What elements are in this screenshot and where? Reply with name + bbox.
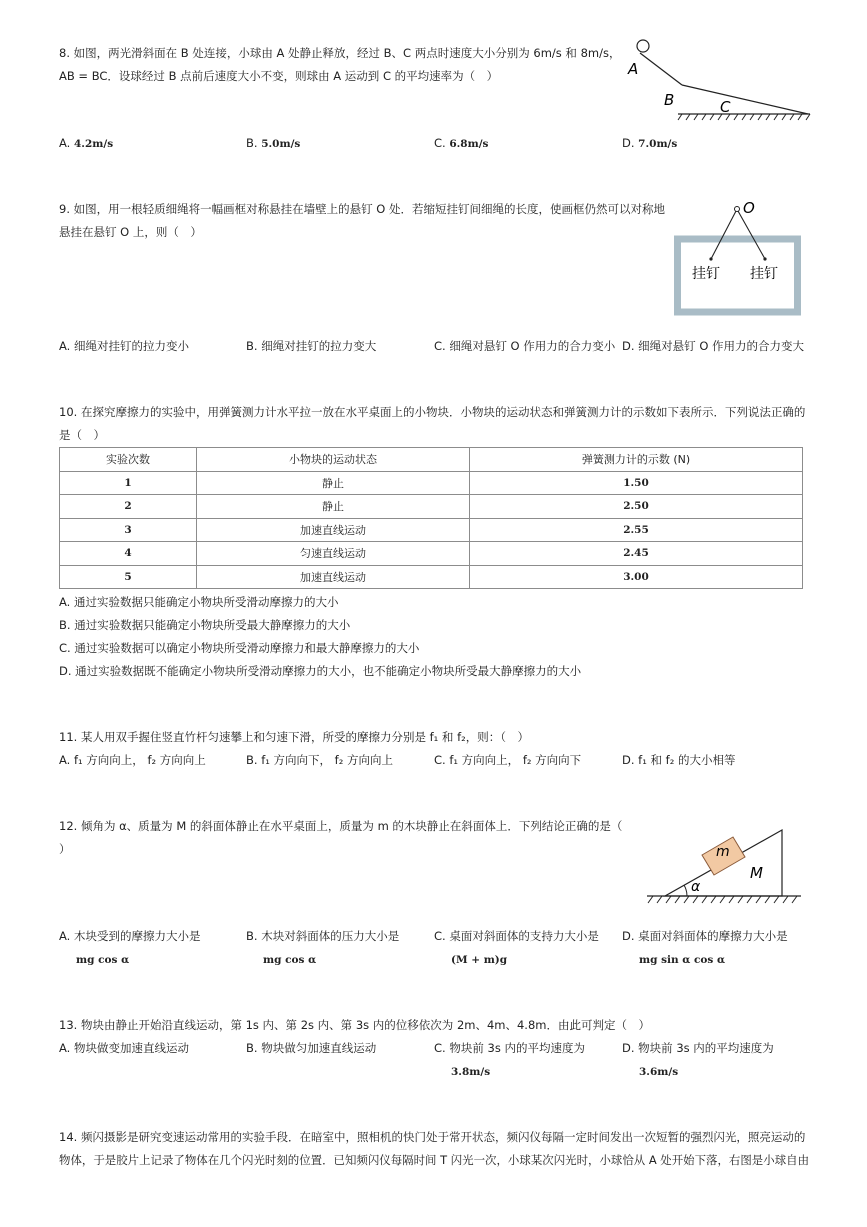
q12-option-b-value: mg cos α bbox=[263, 954, 317, 966]
label-nail-left: 挂钉 bbox=[692, 266, 720, 282]
q13-option-a[interactable]: A. 物块做变加速直线运动 bbox=[59, 1041, 189, 1055]
rope-left bbox=[711, 211, 736, 259]
label-alpha: α bbox=[691, 879, 701, 895]
q10-stem-line2: 是（ ） bbox=[59, 428, 105, 442]
q13-option-c[interactable]: C. 物块前 3s 内的平均速度为 bbox=[434, 1041, 585, 1055]
table-cell: 2.45 bbox=[470, 542, 803, 566]
table-cell: 3 bbox=[60, 518, 197, 542]
q11-option-d[interactable]: D. f₁ 和 f₂ 的大小相等 bbox=[622, 753, 736, 767]
label-a: A bbox=[628, 60, 639, 78]
q12-option-d-value: mg sin α cos α bbox=[639, 954, 726, 966]
q12-option-a-value: mg cos α bbox=[76, 954, 130, 966]
q12-option-b[interactable]: B. 木块对斜面体的压力大小是 bbox=[246, 929, 400, 943]
q8-stem-line2: AB = BC．设球经过 B 点前后速度大小不变，则球由 A 运动到 C 的平均速率为（ ） bbox=[59, 69, 499, 83]
table-row bbox=[60, 542, 803, 566]
q12-option-c-value: (M + m)g bbox=[451, 954, 508, 966]
q14-stem-line1: 14. 频闪摄影是研究变速运动常用的实验手段．在暗室中，照相机的快门处于常开状态，频闪仪每隔一定时间发出一次短暂的强烈闪光，照亮运动的 bbox=[59, 1130, 806, 1144]
q13-option-d[interactable]: D. 物块前 3s 内的平均速度为 bbox=[622, 1041, 774, 1055]
table-hatch bbox=[648, 896, 797, 903]
table-row bbox=[60, 565, 803, 589]
q10-option-a[interactable]: A. 通过实验数据只能确定小物块所受滑动摩擦力的大小 bbox=[59, 595, 339, 609]
table-cell: 1 bbox=[60, 471, 197, 495]
q12-wedge-figure bbox=[645, 822, 805, 912]
q9-stem-line1: 9. 如图，用一根轻质细绳将一幅画框对称悬挂在墙壁上的悬钉 O 处．若缩短挂钉间细绳的长度，使画框仍然可以对称地 bbox=[59, 202, 665, 216]
q13-option-c-value: 3.8m/s bbox=[451, 1066, 491, 1078]
table-row bbox=[60, 495, 803, 519]
label-o: O bbox=[743, 199, 755, 217]
q10-data-table bbox=[59, 447, 803, 589]
table-cell: 静止 bbox=[197, 471, 470, 495]
q12-stem-line2: ） bbox=[59, 842, 71, 856]
q9-option-a[interactable]: A. 细绳对挂钉的拉力变小 bbox=[59, 339, 189, 353]
q11-option-a[interactable]: A. f₁ 方向向上， f₂ 方向向上 bbox=[59, 753, 206, 767]
q13-stem-line1: 13. 物块由静止开始沿直线运动，第 1s 内、第 2s 内、第 3s 内的位移依次为 2m、4m、4.8m．由此可判定（ ） bbox=[59, 1018, 650, 1032]
table-row bbox=[60, 471, 803, 495]
table-row bbox=[60, 518, 803, 542]
q12-option-d[interactable]: D. 桌面对斜面体的摩擦力大小是 bbox=[622, 929, 788, 943]
q10-stem-line1: 10. 在探究摩擦力的实验中，用弹簧测力计水平拉一放在水平桌面上的小物块．小物块的运动状态和弹簧测力计的示数如下表所示．下列说法正确的 bbox=[59, 405, 806, 419]
label-b: B bbox=[664, 91, 675, 109]
label-big-m: M bbox=[750, 864, 763, 882]
q13-option-d-value: 3.6m/s bbox=[639, 1066, 679, 1078]
q9-option-d[interactable]: D. 细绳对悬钉 O 作用力的合力变大 bbox=[622, 339, 805, 353]
q9-frame-figure bbox=[665, 195, 810, 325]
rope-right bbox=[738, 211, 765, 259]
table-cell: 2.50 bbox=[470, 495, 803, 519]
nail-left-dot bbox=[709, 257, 712, 260]
q8-incline-figure bbox=[620, 32, 815, 127]
q9-option-c[interactable]: C. 细绳对悬钉 O 作用力的合力变小 bbox=[434, 339, 616, 353]
q11-option-b[interactable]: B. f₁ 方向向下， f₂ 方向向上 bbox=[246, 753, 393, 767]
label-c: C bbox=[720, 98, 731, 116]
q11-stem-line1: 11. 某人用双手握住竖直竹杆匀速攀上和匀速下滑，所受的摩擦力分别是 f₁ 和 f₂，则：（ ） bbox=[59, 730, 529, 744]
hanging-nail-o bbox=[735, 207, 740, 212]
label-m: m bbox=[716, 844, 730, 860]
q12-option-a[interactable]: A. 木块受到的摩擦力大小是 bbox=[59, 929, 201, 943]
table-cell: 4 bbox=[60, 542, 197, 566]
table-cell: 匀速直线运动 bbox=[197, 542, 470, 566]
q8-stem-line1: 8. 如图，两光滑斜面在 B 处连接，小球由 A 处静止释放，经过 B、C 两点时速度大小分别为 6m/s 和 8m/s， bbox=[59, 46, 621, 60]
q10-option-b[interactable]: B. 通过实验数据只能确定小物块所受最大静摩擦力的大小 bbox=[59, 618, 351, 632]
q8-option-c[interactable]: C. 6.8m/s bbox=[434, 136, 489, 150]
table-cell: 2 bbox=[60, 495, 197, 519]
table-cell: 5 bbox=[60, 565, 197, 589]
q10-option-d[interactable]: D. 通过实验数据既不能确定小物块所受滑动摩擦力的大小，也不能确定小物块所受最大静摩擦力的大小 bbox=[59, 664, 582, 678]
q12-stem-line1: 12. 倾角为 α、质量为 M 的斜面体静止在水平桌面上，质量为 m 的木块静止在斜面体上．下列结论正确的是（ bbox=[59, 819, 623, 833]
table-header: 实验次数 bbox=[60, 448, 197, 472]
incline-bc bbox=[682, 85, 808, 114]
incline-ab bbox=[640, 53, 682, 85]
q8-option-d[interactable]: D. 7.0m/s bbox=[622, 136, 678, 150]
table-header-row bbox=[60, 448, 803, 472]
q12-option-c[interactable]: C. 桌面对斜面体的支持力大小是 bbox=[434, 929, 599, 943]
ball-icon bbox=[637, 40, 649, 52]
q11-option-c[interactable]: C. f₁ 方向向上， f₂ 方向向下 bbox=[434, 753, 582, 767]
table-header: 小物块的运动状态 bbox=[197, 448, 470, 472]
q10-option-c[interactable]: C. 通过实验数据可以确定小物块所受滑动摩擦力和最大静摩擦力的大小 bbox=[59, 641, 420, 655]
q14-stem-line2: 物体，于是胶片上记录了物体在几个闪光时刻的位置．已知频闪仪每隔时间 T 闪光一次，小球某次闪光时，小球恰从 A 处开始下落，右图是小球自由 bbox=[59, 1153, 810, 1167]
table-cell: 1.50 bbox=[470, 471, 803, 495]
q8-option-b[interactable]: B. 5.0m/s bbox=[246, 136, 301, 150]
table-cell: 静止 bbox=[197, 495, 470, 519]
q13-option-b[interactable]: B. 物块做匀加速直线运动 bbox=[246, 1041, 377, 1055]
ground-hatch bbox=[678, 114, 810, 120]
table-cell: 2.55 bbox=[470, 518, 803, 542]
q8-option-a[interactable]: A. 4.2m/s bbox=[59, 136, 114, 150]
table-cell: 加速直线运动 bbox=[197, 565, 470, 589]
q9-option-b[interactable]: B. 细绳对挂钉的拉力变大 bbox=[246, 339, 377, 353]
table-header: 弹簧测力计的示数 (N) bbox=[470, 448, 803, 472]
nail-right-dot bbox=[763, 257, 766, 260]
table-cell: 3.00 bbox=[470, 565, 803, 589]
q9-stem-line2: 悬挂在悬钉 O 上，则（ ） bbox=[59, 225, 202, 239]
angle-arc bbox=[684, 885, 687, 896]
table-cell: 加速直线运动 bbox=[197, 518, 470, 542]
label-nail-right: 挂钉 bbox=[750, 266, 778, 282]
